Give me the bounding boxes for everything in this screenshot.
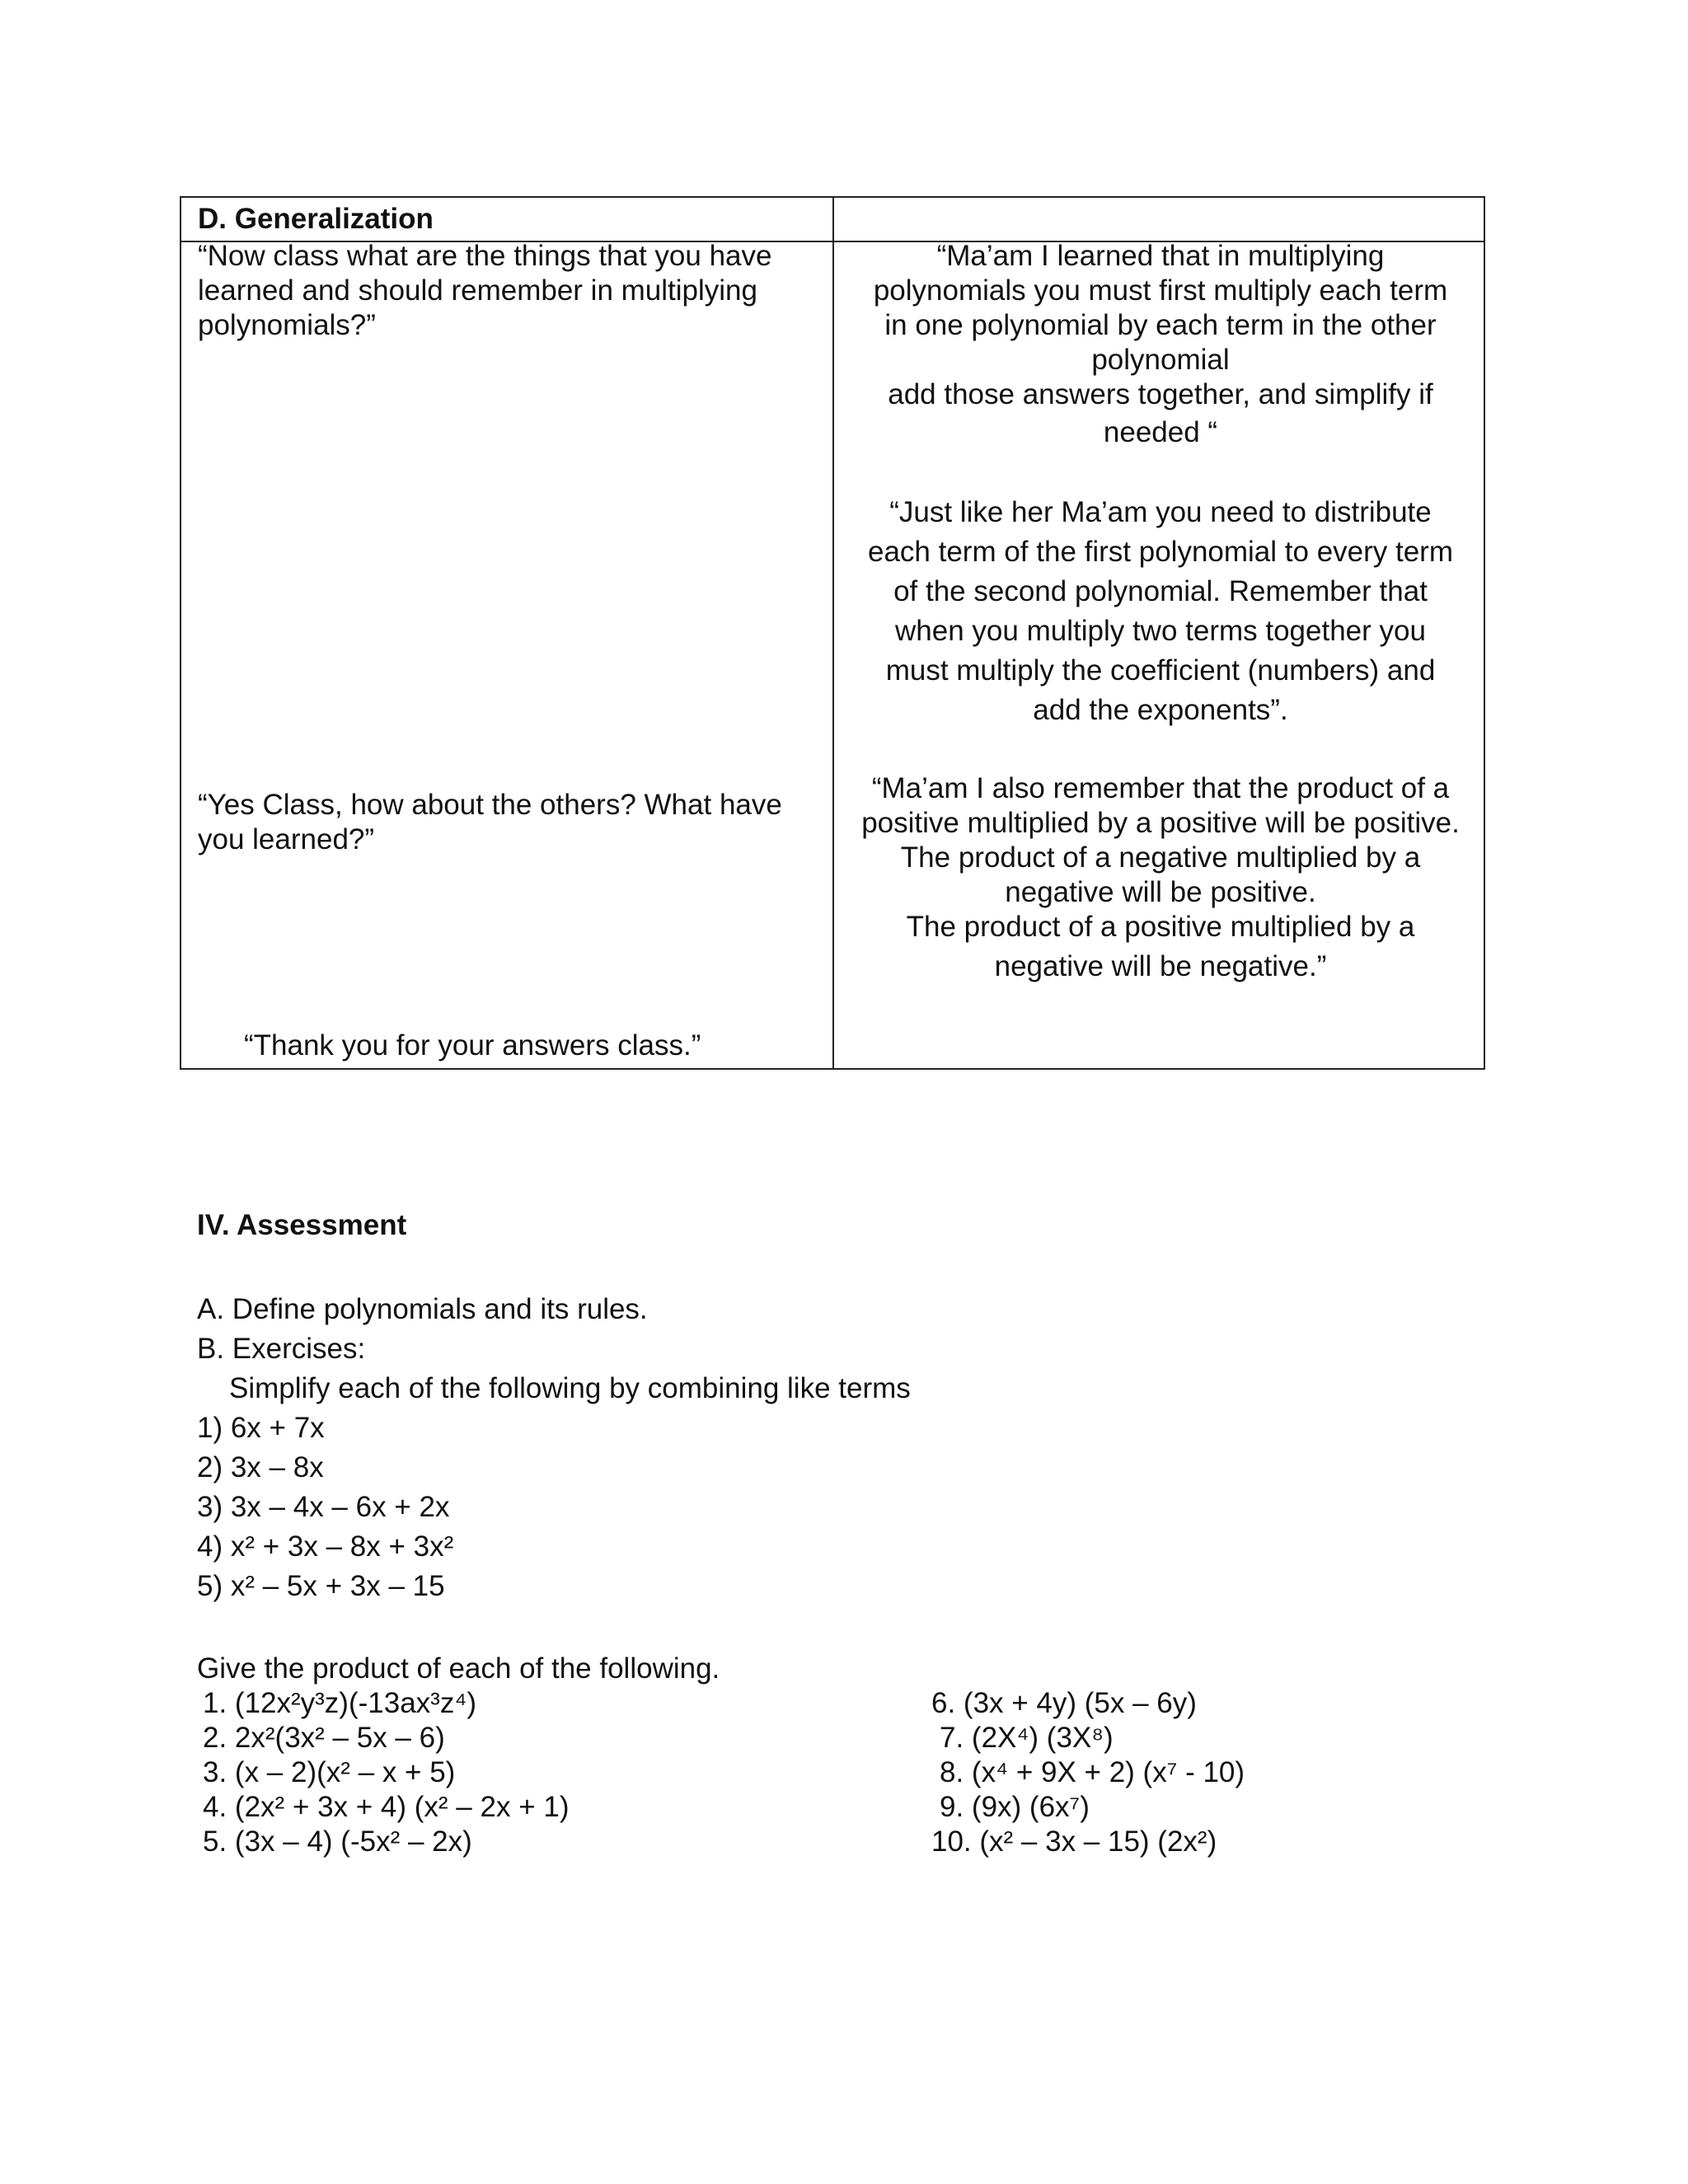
teacher-thanks: “Thank you for your answers class.” [244,1029,701,1062]
teacher-question-line: you learned?” [198,823,375,855]
combine-like-terms-instruction: Simplify each of the following by combining like terms [229,1372,911,1404]
student-answer-line: The product of a positive multiplied by a [906,911,1415,943]
product-item: 7. (2X⁴) (3X⁸) [940,1722,1114,1754]
assessment-part-a: A. Define polynomials and its rules. [197,1293,648,1325]
product-item: 6. (3x + 4y) (5x – 6y) [931,1687,1197,1719]
product-instruction: Give the product of each of the following. [197,1652,720,1685]
student-answer-line: of the second polynomial. Remember that [893,575,1428,607]
student-answer-line: must multiply the coefficient (numbers) and [885,654,1436,687]
student-answer-line: polynomials you must first multiply each term [873,274,1448,307]
student-answer-line: “Just like her Ma’am you need to distribute [889,496,1432,528]
product-item: 4. (2x² + 3x + 4) (x² – 2x + 1) [203,1791,570,1823]
product-item: 8. (x⁴ + 9X + 2) (x⁷ - 10) [940,1756,1245,1788]
generalization-table [180,196,1485,1070]
student-answer-line: positive multiplied by a positive will be positive. [861,807,1460,839]
product-item: 1. (12x²y³z)(-13ax³z⁴) [203,1687,477,1719]
product-item: 5. (3x – 4) (-5x² – 2x) [203,1825,472,1858]
teacher-question-line: “Now class what are the things that you have [198,240,772,272]
combine-item: 5) x² – 5x + 3x – 15 [197,1570,445,1602]
assessment-heading: IV. Assessment [197,1209,407,1241]
student-answer-line: each term of the first polynomial to every term [868,536,1453,568]
student-answer-line: add those answers together, and simplify if [888,378,1433,410]
combine-item: 4) x² + 3x – 8x + 3x² [197,1530,454,1563]
teacher-question-line: “Yes Class, how about the others? What have [198,789,782,821]
product-item: 9. (9x) (6x⁷) [940,1791,1090,1823]
teacher-question-line: learned and should remember in multiplying [198,274,757,307]
teacher-question-line: polynomials?” [198,309,376,341]
product-item: 10. (x² – 3x – 15) (2x²) [931,1825,1217,1858]
combine-item: 2) 3x – 8x [197,1451,324,1483]
product-item: 2. 2x²(3x² – 5x – 6) [203,1722,445,1754]
assessment-part-b: B. Exercises: [197,1333,366,1365]
student-answer-line: needed “ [1103,416,1218,448]
combine-item: 3) 3x – 4x – 6x + 2x [197,1491,450,1523]
student-answer-line: “Ma’am I learned that in multiplying [936,240,1385,272]
section-header-generalization: D. Generalization [198,203,434,235]
combine-item: 1) 6x + 7x [197,1412,325,1444]
student-answer-line: polynomial [1091,344,1230,376]
student-answer-line: negative will be negative.” [994,950,1327,982]
student-answer-line: add the exponents”. [1033,694,1288,726]
student-answer-line: The product of a negative multiplied by a [900,841,1421,874]
student-answer-line: “Ma’am I also remember that the product of a [871,772,1450,804]
product-item: 3. (x – 2)(x² – x + 5) [203,1756,456,1788]
student-answer-line: when you multiply two terms together you [895,615,1426,647]
student-answer-line: in one polynomial by each term in the other [884,309,1437,341]
student-answer-line: negative will be positive. [1005,876,1316,908]
